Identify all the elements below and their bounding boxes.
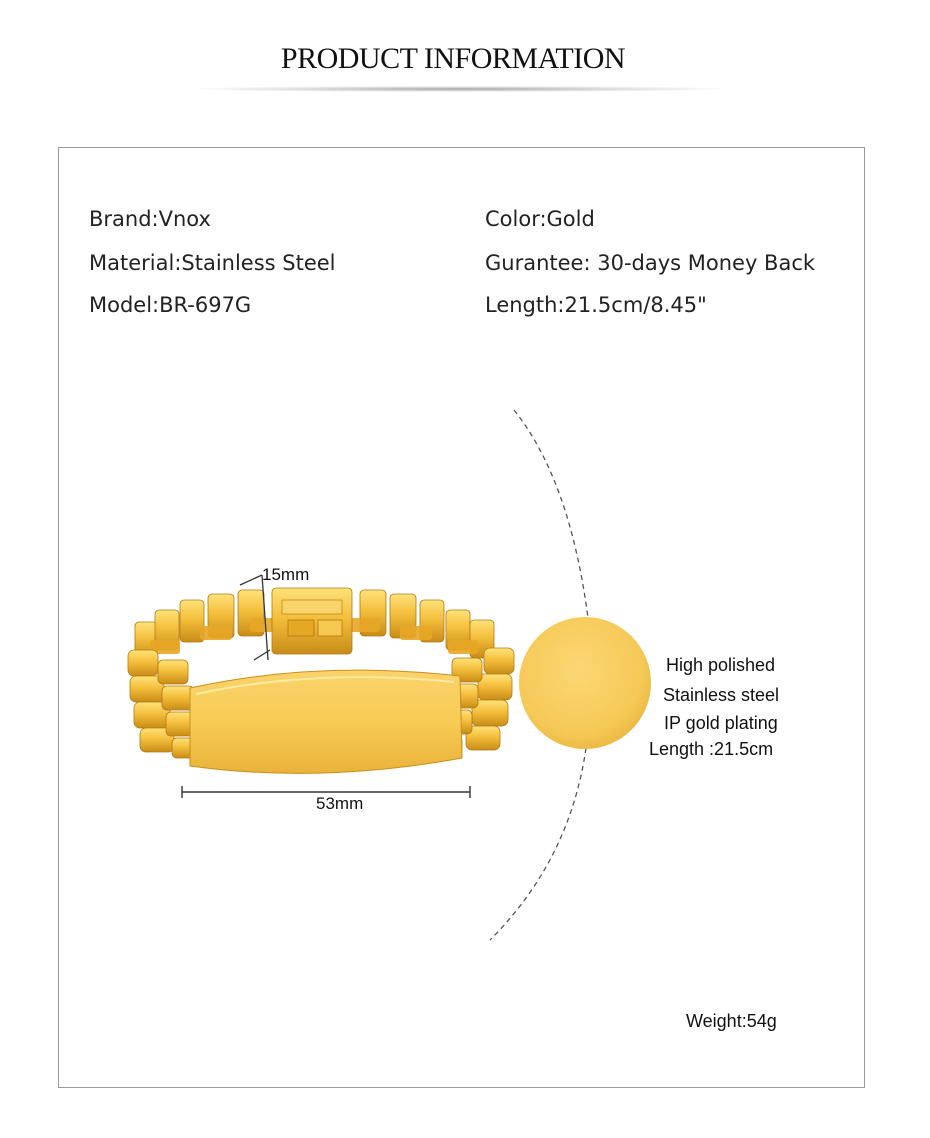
bracelet-id-plate [190, 670, 462, 773]
spec-model: Model:BR-697G [89, 293, 252, 317]
spec-guarantee: Gurantee: 30-days Money Back [485, 251, 816, 275]
gold-swatch [519, 617, 651, 749]
swatch-caption-line-4: Length :21.5cm [649, 739, 774, 759]
spec-material: Material:Stainless Steel [89, 251, 336, 275]
dashed-arc-bottom [490, 748, 586, 940]
spec-color: Color:Gold [485, 207, 595, 231]
swatch-caption-line-2: Stainless steel [663, 685, 780, 705]
bracelet-left-links [128, 650, 200, 758]
spec-length: Length:21.5cm/8.45" [485, 293, 707, 317]
weight-label: Weight:54g [686, 1011, 777, 1031]
swatch-caption-line-3: IP gold plating [664, 713, 778, 733]
swatch-caption-line-1: High polished [666, 655, 776, 675]
dashed-arc-top [514, 410, 588, 618]
width-dimension-label: 15mm [262, 565, 310, 584]
spec-brand: Brand:Vnox [89, 207, 211, 231]
page-title: PRODUCT INFORMATION [280, 42, 626, 75]
plate-dimension-label: 53mm [316, 794, 364, 813]
bracelet-clasp [272, 588, 352, 654]
